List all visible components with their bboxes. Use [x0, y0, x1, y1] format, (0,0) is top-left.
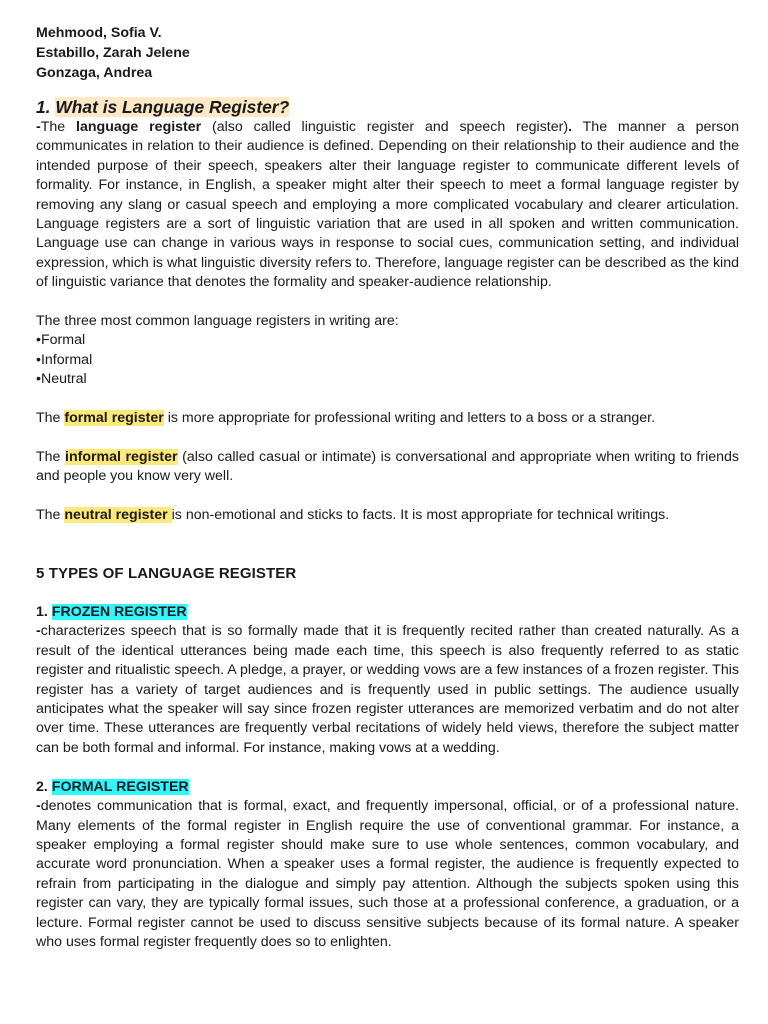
- common-lead: The three most common language registers in writing are:: [36, 313, 399, 330]
- type-name: FROZEN REGISTER: [51, 604, 187, 621]
- author-name: Gonzaga, Andrea: [36, 65, 153, 81]
- author-name: Mehmood, Sofia V.: [36, 25, 162, 41]
- intro-the: The: [40, 119, 77, 135]
- paragraph-text: is non-emotional and sticks to facts. It is most appropriate for technical writings.: [171, 507, 670, 524]
- highlighted-term: formal register: [64, 410, 164, 427]
- type-number: 1.: [36, 604, 52, 621]
- type-paragraph-formal: [36, 797, 739, 952]
- intro-paragraph: [36, 118, 739, 293]
- paragraph-lead: The: [36, 448, 65, 465]
- question-number: 1.: [36, 97, 51, 117]
- document-page: [36, 22, 739, 952]
- type-dash: -: [36, 623, 41, 640]
- intro-period: .: [568, 119, 573, 135]
- list-item: •Neutral: [36, 371, 87, 388]
- intro-aka: (also called linguistic register and speech register): [201, 119, 569, 135]
- question-title: What is Language Register?: [55, 97, 290, 117]
- type-number: 2.: [36, 778, 52, 795]
- paragraph-lead: The: [36, 507, 65, 524]
- paragraph-text: is more appropriate for professional writing and letters to a boss or a stranger.: [163, 410, 656, 427]
- section-title: 5 TYPES OF LANGUAGE REGISTER: [36, 565, 297, 583]
- informal-register-paragraph: [36, 448, 739, 487]
- type-text: characterizes speech that is so formally made that it is frequently recited rather than created naturally. As a result of the identical utterances being made each time, this speech is also frequently referred to as static register and ritualistic speech. A pledge, a prayer, or wedding vows are a few instances of a frozen register. This register has a variety of target audiences and is frequently used in public settings. The audience usually anticipates what the speaker will say since frozen register utterances are memorized verbatim and do not alter over time. These utterances are frequently verbal recitations of widely held views, therefore the subject matter can be both formal and informal. For instance, making vows at a wedding.: [36, 623, 739, 756]
- type-name: FORMAL REGISTER: [51, 778, 189, 795]
- highlighted-term: informal register: [65, 448, 178, 465]
- type-text: denotes communication that is formal, exact, and frequently impersonal, official, or of a professional nature. Many elements of the formal register in English require the use of conventional grammar. For instance, a speaker employing a formal register should make sure to use whole sentences, common vocabulary, and accurate word pronunciation. When a speaker uses a formal register, the audience is frequently expected to refrain from participating in the dialogue and simply pay attention. Although the subjects spoken using this register can vary, they are typically formal issues, such those at a professional conference, a graduation, or a lecture. Formal register cannot be used to discuss sensitive subjects because of its formal nature. A speaker who uses formal register frequently does so to enlighten.: [36, 798, 739, 950]
- intro-body: The manner a person communicates in relation to their audience is defined. Depending on their relationship to their audience and the intended purpose of their speech, speakers alter their language register to communicate different levels of formality. For instance, in English, a speaker might alter their speech to meet a formal language register by removing any slang or casual speech and employing a more complicated vocabulary and clearer articulation. Language registers are a sort of linguistic variation that are used in all spoken and written communication. Language use can change in various ways in response to social cues, communication setting, and individual expression, which is what linguistic diversity refers to. Therefore, language register can be described as the kind of linguistic variance that denotes the formality and speaker-audience relationship.: [36, 119, 739, 291]
- formal-register-paragraph: [36, 409, 739, 428]
- paragraph-text: (also called casual or intimate) is conversational and appropriate when writing to friends and people you know very well.: [36, 448, 739, 485]
- type-heading-frozen: [36, 603, 739, 622]
- intro-term: language register: [76, 119, 202, 135]
- neutral-register-paragraph: [36, 506, 739, 525]
- list-item: •Informal: [36, 351, 93, 368]
- author-name: Estabillo, Zarah Jelene: [36, 45, 190, 61]
- common-registers: [36, 312, 739, 390]
- type-dash: -: [36, 798, 41, 815]
- highlighted-term: neutral register: [64, 507, 172, 524]
- author-list: [36, 22, 739, 83]
- intro-dash: -: [36, 119, 41, 135]
- type-heading-formal: [36, 778, 739, 797]
- question-heading: [36, 96, 739, 118]
- paragraph-lead: The: [36, 410, 65, 427]
- list-item: •Formal: [36, 332, 86, 349]
- type-paragraph-frozen: [36, 622, 739, 758]
